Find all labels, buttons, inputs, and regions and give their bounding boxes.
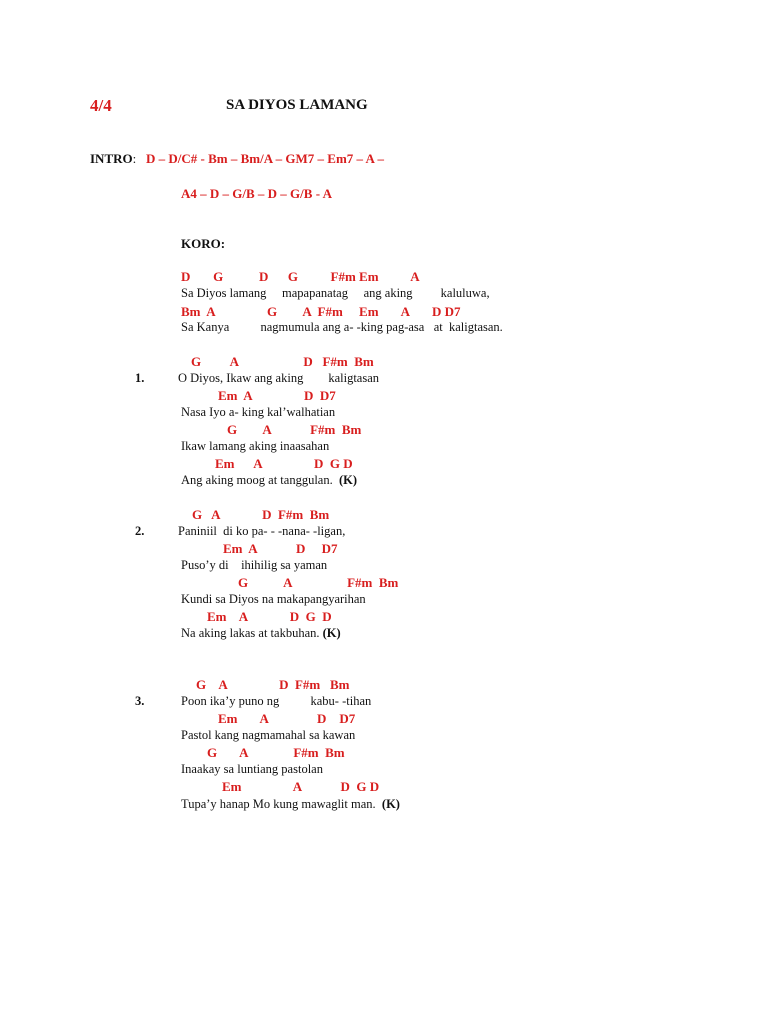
korus-repeat-mark: (K)	[338, 473, 358, 487]
lyric-line: Pastol kang nagmamahal sa kawan	[181, 728, 356, 742]
chord-line: Em A D D7	[218, 388, 336, 403]
chord-line: G A F#m Bm	[238, 575, 399, 590]
chord-line: G A D F#m Bm	[196, 677, 350, 692]
lyric-line: Inaakay sa luntiang pastolan	[181, 762, 323, 776]
chord-line: G A F#m Bm	[227, 422, 362, 437]
verse-number: 2.	[135, 524, 145, 538]
time-signature: 4/4	[90, 96, 112, 115]
lyric-line: Nasa Iyo a- king kal’walhatian	[181, 405, 336, 419]
intro-label: INTRO:	[90, 151, 137, 166]
lyric-line: Kundi sa Diyos na makapangyarihan	[181, 592, 366, 606]
koro-label: KORO:	[181, 236, 226, 251]
chord-line: Em A D D7	[218, 711, 356, 726]
lyric-line: Tupa’y hanap Mo kung mawaglit man. (K)	[181, 797, 400, 811]
song-title: SA DIYOS LAMANG	[226, 97, 368, 113]
chord-line: D G D G F#m Em A	[181, 269, 420, 284]
chord-line: Em A D G D	[222, 779, 380, 794]
verse-number: 1.	[135, 371, 145, 385]
korus-repeat-mark: (K)	[322, 626, 341, 640]
verse-number: 3.	[135, 694, 145, 708]
lyric-line: Poon ika’y puno ng kabu- -tihan	[181, 694, 372, 708]
lyric-line: Sa Diyos lamang mapapanatag ang aking kaluluwa,	[181, 286, 490, 300]
chord-line: G A D F#m Bm	[192, 507, 330, 522]
lyric-line: Ang aking moog at tanggulan. (K)	[181, 473, 358, 487]
chord-line: Em A D G D	[215, 456, 353, 471]
chord-line: Bm A G A F#m Em A D D7	[181, 304, 461, 319]
lyric-line: Sa Kanya nagmumula ang a- -king pag-asa at kaligtasan.	[181, 320, 503, 334]
intro-chords-line2: A4 – D – G/B – D – G/B - A	[181, 186, 332, 201]
intro-chords-line1: D – D/C# - Bm – Bm/A – GM7 – Em7 – A –	[146, 151, 384, 166]
korus-repeat-mark: (K)	[381, 797, 400, 811]
lyric-line: Paniniil di ko pa- - -nana- -ligan,	[178, 524, 346, 538]
lyric-line: Ikaw lamang aking inaasahan	[181, 439, 330, 453]
chord-line: Em A D D7	[223, 541, 338, 556]
chord-line: G A D F#m Bm	[191, 354, 374, 369]
lyric-line: O Diyos, Ikaw ang aking kaligtasan	[178, 371, 380, 385]
lyric-line: Na aking lakas at takbuhan. (K)	[181, 626, 341, 640]
chord-line: G A F#m Bm	[207, 745, 345, 760]
chord-line: Em A D G D	[207, 609, 332, 624]
lyric-line: Puso’y di ihihilig sa yaman	[181, 558, 328, 572]
